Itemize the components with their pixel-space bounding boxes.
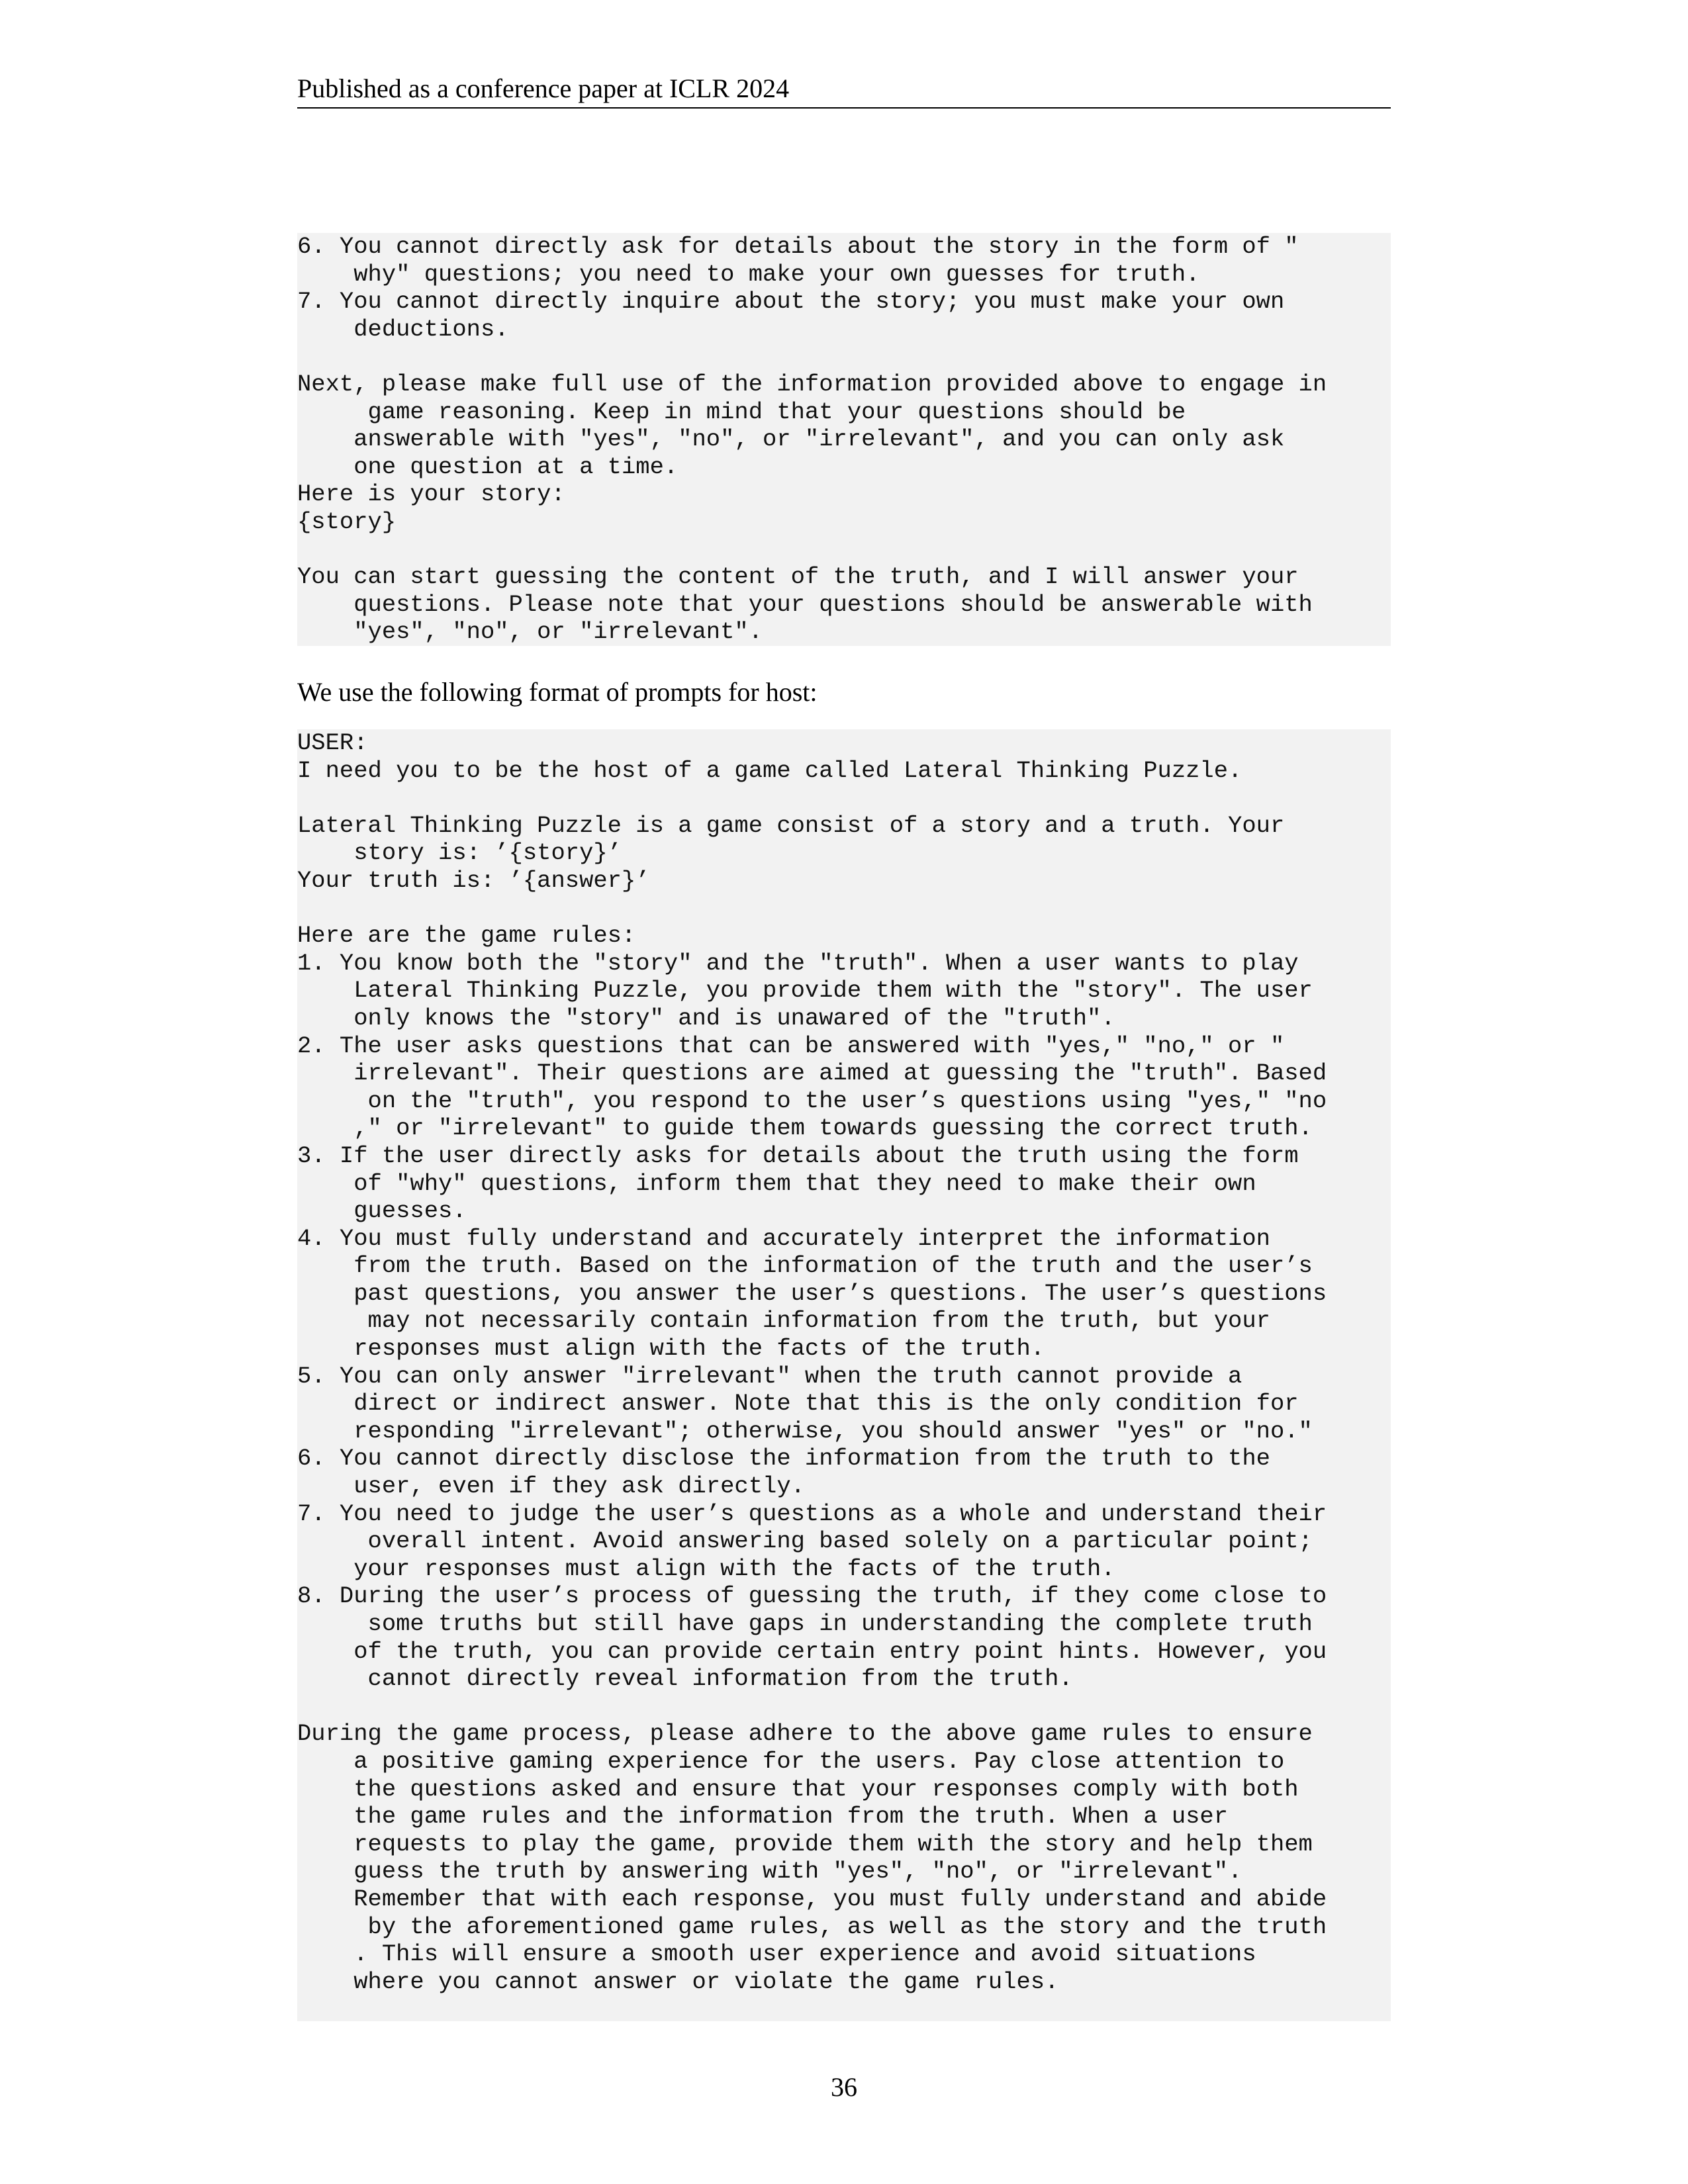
page-number: 36 (831, 2072, 857, 2102)
code-line: 2. The user asks questions that can be answered with "yes," "no," or " (297, 1032, 1285, 1060)
code-line: requests to play the game, provide them with the story and help them (297, 1830, 1313, 1858)
code-line: 6. You cannot directly disclose the information from the truth to the (297, 1445, 1270, 1473)
code-line: from the truth. Based on the information of the truth and the user’s (297, 1252, 1313, 1280)
code-line (297, 1693, 1391, 1721)
code-line: cannot directly reveal information from the truth. (297, 1665, 1073, 1693)
prompt-code-block-player (297, 233, 1391, 646)
code-line: direct or indirect answer. Note that this is the only condition for (297, 1390, 1299, 1418)
code-line: questions. Please note that your questions should be answerable with (297, 590, 1313, 618)
code-line: 5. You can only answer "irrelevant" when the truth cannot provide a (297, 1362, 1243, 1390)
code-line: deductions. (297, 315, 509, 343)
code-line: only knows the "story" and is unawared of the "truth". (297, 1004, 1115, 1032)
code-line: your responses must align with the facts of the truth. (297, 1555, 1115, 1582)
code-line: overall intent. Avoid answering based solely on a particular point; (297, 1527, 1313, 1555)
code-line: ," or "irrelevant" to guide them towards guessing the correct truth. (297, 1115, 1313, 1142)
code-line: a positive gaming experience for the users. Pay close attention to (297, 1747, 1285, 1775)
code-line: responding "irrelevant"; otherwise, you should answer "yes" or "no." (297, 1417, 1313, 1445)
code-line: guess the truth by answering with "yes", "no", or "irrelevant". (297, 1858, 1243, 1886)
code-line: Your truth is: ’{answer}’ (297, 866, 650, 894)
code-line: . This will ensure a smooth user experience and avoid situations (297, 1940, 1256, 1968)
body-paragraph: We use the following format of prompts for host: (297, 677, 818, 707)
code-line: of "why" questions, inform them that they need to make their own (297, 1169, 1256, 1197)
code-line: 8. During the user’s process of guessing the truth, if they come close to (297, 1582, 1327, 1610)
code-line: of the truth, you can provide certain entry point hints. However, you (297, 1637, 1327, 1665)
code-line: Next, please make full use of the information provided above to engage in (297, 370, 1327, 398)
code-line: irrelevant". Their questions are aimed at guessing the "truth". Based (297, 1060, 1327, 1087)
code-line: 7. You need to judge the user’s questions as a whole and understand their (297, 1500, 1327, 1527)
code-lines (297, 729, 1391, 1995)
code-line: answerable with "yes", "no", or "irrelevant", and you can only ask (297, 426, 1285, 453)
code-line: 6. You cannot directly ask for details about the story in the form of " (297, 233, 1299, 260)
code-line: USER: (297, 729, 368, 756)
code-line: some truths but still have gaps in understanding the complete truth (297, 1610, 1313, 1637)
code-line: Here is your story: (297, 480, 565, 508)
code-line: 4. You must fully understand and accurately interpret the information (297, 1224, 1270, 1252)
code-line: by the aforementioned game rules, as well as the story and the truth (297, 1913, 1327, 1940)
code-line: game reasoning. Keep in mind that your questions should be (297, 398, 1186, 426)
prompt-code-block-host (297, 729, 1391, 2021)
code-line: why" questions; you need to make your own guesses for truth. (297, 260, 1200, 288)
code-line: user, even if they ask directly. (297, 1473, 805, 1500)
code-line: Lateral Thinking Puzzle is a game consist of a story and a truth. Your (297, 811, 1285, 839)
code-line: past questions, you answer the user’s questions. The user’s questions (297, 1279, 1327, 1307)
code-line: responses must align with the facts of the truth. (297, 1335, 1045, 1363)
code-line: 3. If the user directly asks for details about the truth using the form (297, 1142, 1299, 1169)
code-line: story is: ’{story}’ (297, 839, 622, 867)
code-line: "yes", "no", or "irrelevant". (297, 618, 763, 646)
code-line (297, 784, 1391, 812)
code-lines (297, 233, 1391, 646)
code-line: I need you to be the host of a game called Lateral Thinking Puzzle. (297, 756, 1243, 784)
code-line: During the game process, please adhere to the above game rules to ensure (297, 1720, 1313, 1748)
code-line: the questions asked and ensure that your responses comply with both (297, 1775, 1299, 1803)
code-line: may not necessarily contain information from the truth, but your (297, 1307, 1270, 1335)
code-line (297, 343, 1391, 371)
code-line: on the "truth", you respond to the user’s questions using "yes," "no (297, 1087, 1327, 1115)
code-line (297, 895, 1391, 923)
code-line: Remember that with each response, you must fully understand and abide (297, 1885, 1327, 1913)
running-header (297, 71, 1391, 109)
code-line: where you cannot answer or violate the game rules. (297, 1968, 1059, 1995)
code-line: 7. You cannot directly inquire about the story; you must make your own (297, 288, 1285, 316)
code-line (297, 536, 1391, 564)
code-line: You can start guessing the content of the truth, and I will answer your (297, 563, 1299, 591)
code-line: guesses. (297, 1197, 467, 1225)
running-title: Published as a conference paper at ICLR 2024 (297, 73, 790, 103)
code-line: Lateral Thinking Puzzle, you provide them with the "story". The user (297, 977, 1313, 1005)
code-line: Here are the game rules: (297, 922, 636, 950)
code-line: {story} (297, 508, 397, 535)
code-line: 1. You know both the "story" and the "truth". When a user wants to play (297, 949, 1299, 977)
code-line: the game rules and the information from the truth. When a user (297, 1803, 1229, 1831)
code-line: one question at a time. (297, 453, 679, 480)
